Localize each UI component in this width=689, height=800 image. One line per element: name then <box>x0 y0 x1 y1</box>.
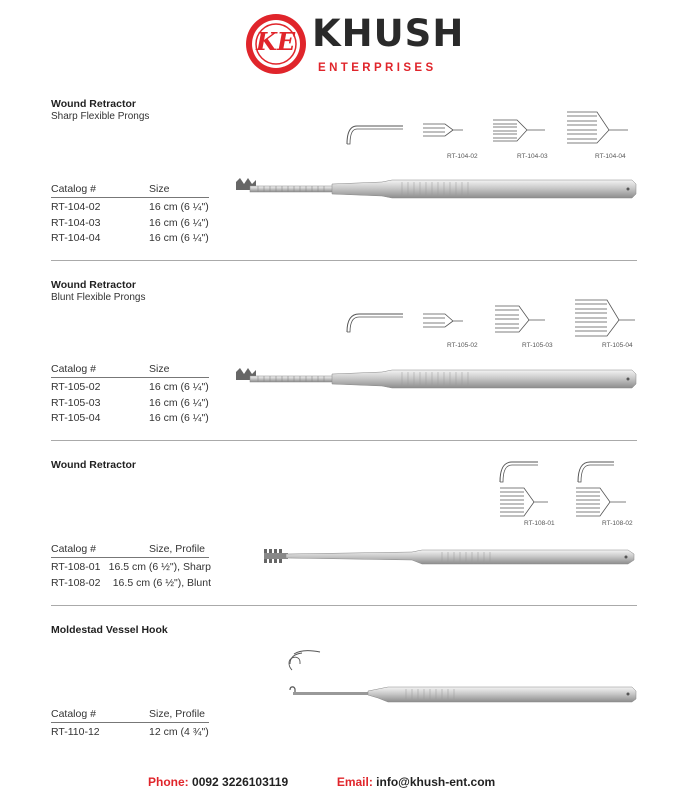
brand-logo <box>244 8 464 78</box>
code-label: RT-104-04 <box>595 153 626 160</box>
prong-profile-drawings-2 <box>345 312 645 342</box>
instrument-image-1 <box>232 176 642 206</box>
code-label: RT-104-03 <box>517 153 548 160</box>
instrument-image-2 <box>232 366 642 396</box>
size-value: 16 cm (6 ¼") <box>149 216 209 229</box>
size-value: 16.5 cm (6 ½"), Sharp <box>108 561 211 573</box>
catalog-number: RT-105-04 <box>51 412 101 424</box>
size-value: 16 cm (6 ¼") <box>149 232 209 244</box>
table-row <box>51 411 211 427</box>
email-address[interactable]: info@khush-ent.com <box>376 775 496 789</box>
table-row <box>51 576 211 592</box>
section-2-title: Wound Retractor <box>51 279 136 291</box>
table-row <box>51 396 211 412</box>
col-size: Size <box>149 183 170 195</box>
table-header <box>51 363 209 378</box>
col-catalog: Catalog # <box>51 183 96 195</box>
section-divider <box>51 605 637 606</box>
size-value: 16 cm (6 ¼") <box>149 396 209 409</box>
table-header <box>51 183 209 198</box>
table-row <box>51 231 211 247</box>
catalog-number: RT-105-02 <box>51 381 101 393</box>
col-size-profile: Size, Profile <box>149 708 206 720</box>
brand-subtitle: ENTERPRISES <box>318 62 437 74</box>
catalog-table-4 <box>51 708 211 741</box>
col-size-profile: Size, Profile <box>149 543 206 555</box>
section-1-subtitle: Sharp Flexible Prongs <box>51 111 150 122</box>
size-value: 16 cm (6 ¼") <box>149 201 209 213</box>
table-row <box>51 725 211 741</box>
size-value: 16 cm (6 ¼") <box>149 381 209 393</box>
size-value: 12 cm (4 ¾") <box>149 726 209 738</box>
col-catalog: Catalog # <box>51 543 96 555</box>
catalog-table-3 <box>51 543 211 591</box>
catalog-number: RT-108-02 <box>51 576 101 589</box>
section-divider <box>51 440 637 441</box>
col-size: Size <box>149 363 170 375</box>
badge-text: KE <box>256 27 296 56</box>
code-label: RT-108-01 <box>524 520 555 527</box>
catalog-number: RT-104-02 <box>51 201 101 213</box>
phone-number[interactable]: 0092 3226103119 <box>192 775 289 789</box>
brand-name: KHUSH <box>312 12 465 55</box>
code-label: RT-105-03 <box>522 342 553 349</box>
catalog-number: RT-105-03 <box>51 396 101 409</box>
table-row <box>51 380 211 396</box>
table-header <box>51 708 209 723</box>
catalog-number: RT-104-03 <box>51 216 101 229</box>
instrument-image-3 <box>262 543 642 573</box>
table-header <box>51 543 209 558</box>
col-catalog: Catalog # <box>51 363 96 375</box>
table-row <box>51 560 211 576</box>
section-4-title: Moldestad Vessel Hook <box>51 624 168 636</box>
size-value: 16.5 cm (6 ½"), Blunt <box>112 576 211 589</box>
code-label: RT-108-02 <box>602 520 633 527</box>
code-label: RT-105-04 <box>602 342 633 349</box>
contact-footer <box>148 775 495 789</box>
section-2-subtitle: Blunt Flexible Prongs <box>51 292 146 303</box>
email-label: Email: <box>336 775 373 789</box>
prong-profile-drawings-3 <box>496 458 646 520</box>
table-row <box>51 216 211 232</box>
size-value: 16 cm (6 ¼") <box>149 412 209 424</box>
catalog-number: RT-104-04 <box>51 232 101 244</box>
catalog-table-1 <box>51 183 211 247</box>
col-catalog: Catalog # <box>51 708 96 720</box>
catalog-number: RT-108-01 <box>51 561 101 573</box>
section-divider <box>51 260 637 261</box>
hook-profile-drawing <box>286 650 326 676</box>
section-1-title: Wound Retractor <box>51 98 136 110</box>
catalog-table-2 <box>51 363 211 427</box>
table-row <box>51 200 211 216</box>
instrument-image-4 <box>288 680 640 710</box>
code-label: RT-105-02 <box>447 342 478 349</box>
phone-label: Phone: <box>148 775 189 789</box>
code-label: RT-104-02 <box>447 153 478 160</box>
section-3-title: Wound Retractor <box>51 459 136 471</box>
catalog-number: RT-110-12 <box>51 726 100 738</box>
